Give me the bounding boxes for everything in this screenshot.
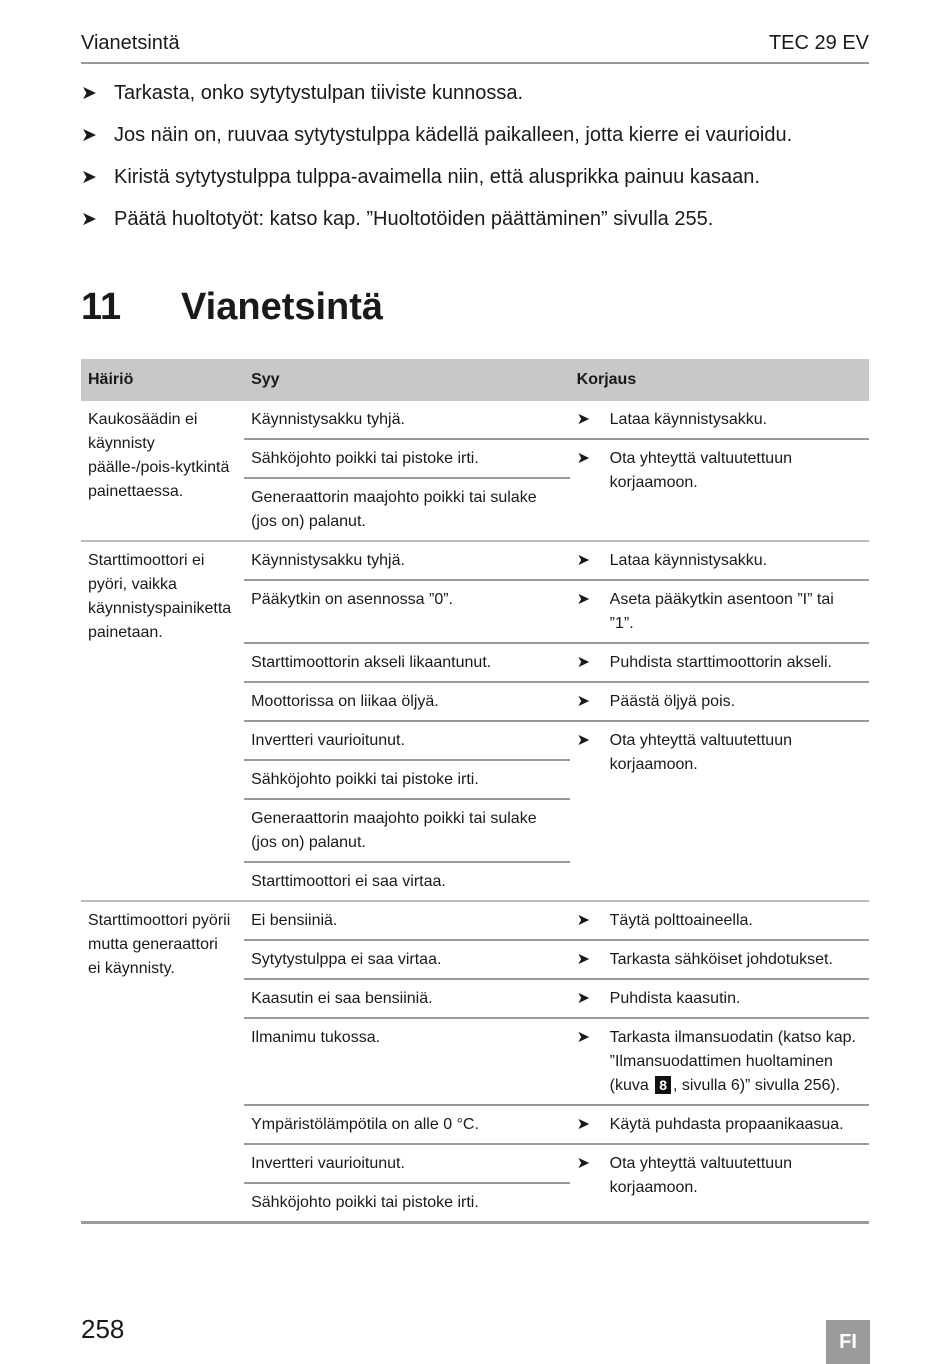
arrow-icon: ➤ (576, 990, 591, 1007)
arrow-icon: ➤ (81, 209, 97, 230)
cause-cell: Pääkytkin on asennossa ”0”. (244, 580, 570, 643)
fault-cell: Starttimoottori pyörii mutta generaattori ei käynnisty. (81, 901, 238, 1223)
arrow-icon: ➤ (576, 1116, 591, 1133)
cause-cell: Moottorissa on liikaa öljyä. (244, 682, 570, 721)
fix-cell: ➤ Lataa käynnistysakku. (570, 541, 869, 580)
table-row (81, 401, 869, 439)
figure-badge: 8 (655, 1076, 671, 1094)
chapter-number: 11 (81, 286, 122, 328)
fix-cell: ➤ Puhdista starttimoottorin akseli. (570, 643, 869, 682)
cause-cell: Ilmanimu tukossa. (244, 1018, 570, 1105)
language-tab: FI (826, 1320, 870, 1364)
cause-cell: Sähköjohto poikki tai pistoke irti. (244, 760, 570, 799)
instruction-step: ➤ Tarkasta, onko sytytystulpan tiiviste kunnossa. (81, 80, 881, 122)
fix-cell: ➤ Tarkasta ilmansuodatin (katso kap. ”Ilmansuodattimen huoltaminen (kuva 8 , sivulla 6)” sivulla 256). (570, 1018, 869, 1105)
fix-cell: ➤ Ota yhteyttä valtuutettuun korjaamoon. (570, 439, 869, 541)
cause-cell: Generaattorin maajohto poikki tai sulake (jos on) palanut. (244, 799, 570, 862)
arrow-icon: ➤ (576, 1029, 591, 1046)
fix-cell: ➤ Puhdista kaasutin. (570, 979, 869, 1018)
arrow-icon: ➤ (576, 552, 591, 569)
cause-cell: Ympäristölämpötila on alle 0 °C. (244, 1105, 570, 1144)
cause-cell: Invertteri vaurioitunut. (244, 721, 570, 760)
arrow-icon: ➤ (576, 912, 591, 929)
table-row (81, 901, 869, 940)
arrow-icon: ➤ (576, 411, 591, 428)
header-fix: Korjaus (570, 359, 869, 401)
fix-cell: ➤ Täytä polttoaineella. (570, 901, 869, 940)
instruction-step: ➤ Jos näin on, ruuvaa sytytystulppa kädellä paikalleen, jotta kierre ei vaurioidu. (81, 122, 881, 164)
header-fault: Häiriö (81, 359, 238, 401)
chapter-title: Vianetsintä (181, 286, 384, 328)
arrow-icon: ➤ (576, 732, 591, 749)
troubleshooting-table (81, 359, 869, 1224)
table-header-row (81, 359, 869, 401)
cause-cell: Käynnistysakku tyhjä. (251, 411, 405, 428)
cause-cell: Ei bensiiniä. (244, 901, 570, 940)
cause-cell: Kaasutin ei saa bensiiniä. (244, 979, 570, 1018)
arrow-icon: ➤ (576, 1155, 591, 1172)
arrow-icon: ➤ (576, 450, 591, 467)
header-cause: Syy (244, 359, 570, 401)
arrow-icon: ➤ (81, 83, 97, 104)
fault-cell: Starttimoottori ei pyöri, vaikka käynnistyspainiketta painetaan. (81, 541, 238, 901)
running-header (81, 30, 869, 64)
fix-cell: ➤ Tarkasta sähköiset johdotukset. (570, 940, 869, 979)
header-model: TEC 29 EV (768, 32, 869, 54)
fault-cell: Kaukosäädin ei käynnisty päälle-/pois-kytkintä painettaessa. (88, 411, 230, 500)
fix-cell: ➤ Käytä puhdasta propaanikaasua. (570, 1105, 869, 1144)
cause-cell: Starttimoottori ei saa virtaa. (244, 862, 570, 901)
arrow-icon: ➤ (81, 125, 97, 146)
header-section-title: Vianetsintä (81, 32, 180, 54)
cause-cell: Sähköjohto poikki tai pistoke irti. (244, 1183, 570, 1223)
arrow-icon: ➤ (576, 951, 591, 968)
cause-cell: Sähköjohto poikki tai pistoke irti. (244, 439, 570, 478)
fix-cell: ➤ Päästä öljyä pois. (570, 682, 869, 721)
arrow-icon: ➤ (81, 167, 97, 188)
cause-cell: Invertteri vaurioitunut. (244, 1144, 570, 1183)
page-number: 258 (81, 1314, 125, 1344)
table-row (81, 541, 869, 580)
fix-cell: ➤ Aseta pääkytkin asentoon ”I” tai ”1”. (570, 580, 869, 643)
arrow-icon: ➤ (576, 591, 591, 608)
cause-cell: Generaattorin maajohto poikki tai sulake (jos on) palanut. (244, 478, 570, 541)
instruction-step: ➤ Päätä huoltotyöt: katso kap. ”Huoltotöiden päättäminen” sivulla 255. (81, 206, 881, 248)
arrow-icon: ➤ (576, 693, 591, 710)
arrow-icon: ➤ (576, 654, 591, 671)
fix-cell: ➤ Ota yhteyttä valtuutettuun korjaamoon. (570, 1144, 869, 1223)
fix-cell: ➤ Lataa käynnistysakku. (570, 401, 869, 439)
cause-cell: Käynnistysakku tyhjä. (244, 541, 570, 580)
instruction-steps (81, 80, 881, 248)
fix-cell: ➤ Ota yhteyttä valtuutettuun korjaamoon. (570, 721, 869, 901)
cause-cell: Sytytystulppa ei saa virtaa. (244, 940, 570, 979)
cause-cell: Starttimoottorin akseli likaantunut. (244, 643, 570, 682)
instruction-step: ➤ Kiristä sytytystulppa tulppa-avaimella niin, että alusprikka painuu kasaan. (81, 164, 881, 206)
